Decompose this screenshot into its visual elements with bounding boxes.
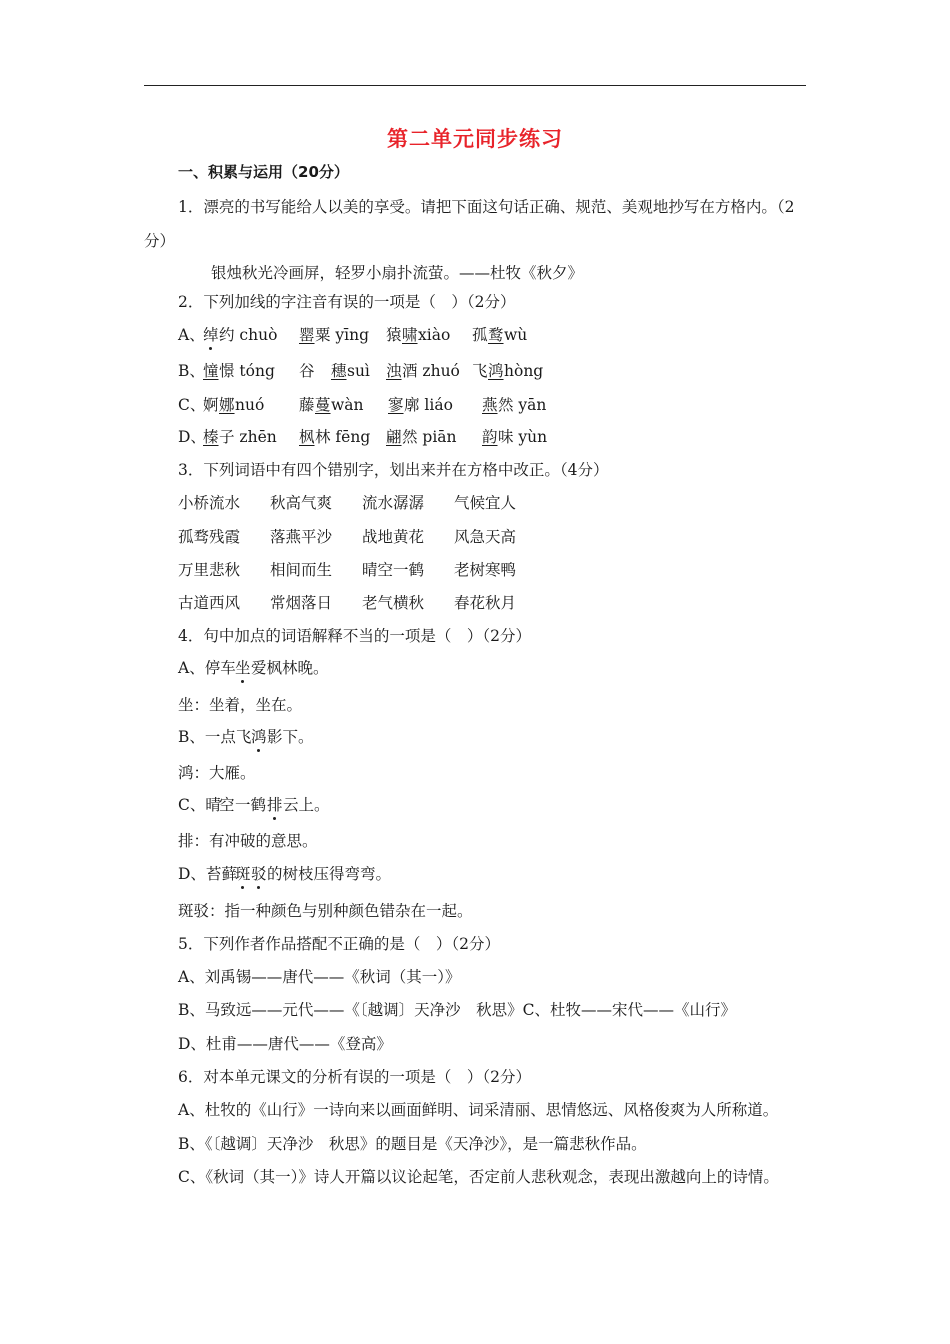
q5-stem: 5．下列作者作品搭配不正确的是（ ）（2分）	[178, 935, 500, 953]
q6-option-b: B、《〔越调〕天净沙 秋思》的题目是《天净沙》，是一篇悲秋作品。	[178, 1135, 647, 1153]
q4-stem: 4．句中加点的词语解释不当的一项是（ ）（2分）	[178, 627, 531, 645]
q6-option-a: A、杜牧的《山行》一诗向来以画面鲜明、词采清丽、思情悠远、风格俊爽为人所称道。	[178, 1101, 779, 1119]
q3-stem: 3．下列词语中有四个错别字，划出来并在方格中改正。（4分）	[178, 461, 609, 479]
q5-option-d: D、杜甫——唐代——《登高》	[178, 1035, 392, 1053]
q4-option-a-note: 坐：坐着，坐在。	[178, 696, 303, 714]
q1-stem-line2: 分）	[144, 232, 176, 250]
q4-option-d-note: 斑驳：指一种颜色与别种颜色错杂在一起。	[178, 902, 473, 920]
q1-poem-line: 银烛秋光冷画屏，轻罗小扇扑流萤。——杜牧《秋夕》	[211, 264, 584, 282]
q2-stem: 2．下列加线的字注音有误的一项是（ ）（2分）	[178, 293, 516, 311]
page-title: 第二单元同步练习	[387, 127, 563, 151]
q4-option-b-note: 鸿：大雁。	[178, 764, 256, 782]
q6-stem: 6．对本单元课文的分析有误的一项是（ ）（2分）	[178, 1068, 531, 1086]
q6-option-c: C、《秋词（其一）》诗人开篇以议论起笔，否定前人悲秋观念，表现出激越向上的诗情。	[178, 1168, 779, 1186]
q4-option-c-note: 排：有冲破的意思。	[178, 832, 318, 850]
section-heading: 一、积累与运用（20分）	[178, 163, 349, 181]
header-rule	[144, 85, 806, 86]
q1-stem-line1: 1．漂亮的书写能给人以美的享受。请把下面这句话正确、规范、美观地抄写在方格内。（2	[178, 198, 795, 216]
q5-option-b-c: B、马致远——元代——《〔越调〕天净沙 秋思》C、杜牧——宋代——《山行》	[178, 1001, 737, 1019]
q5-option-a: A、刘禹锡——唐代——《秋词（其一）》	[178, 968, 461, 986]
